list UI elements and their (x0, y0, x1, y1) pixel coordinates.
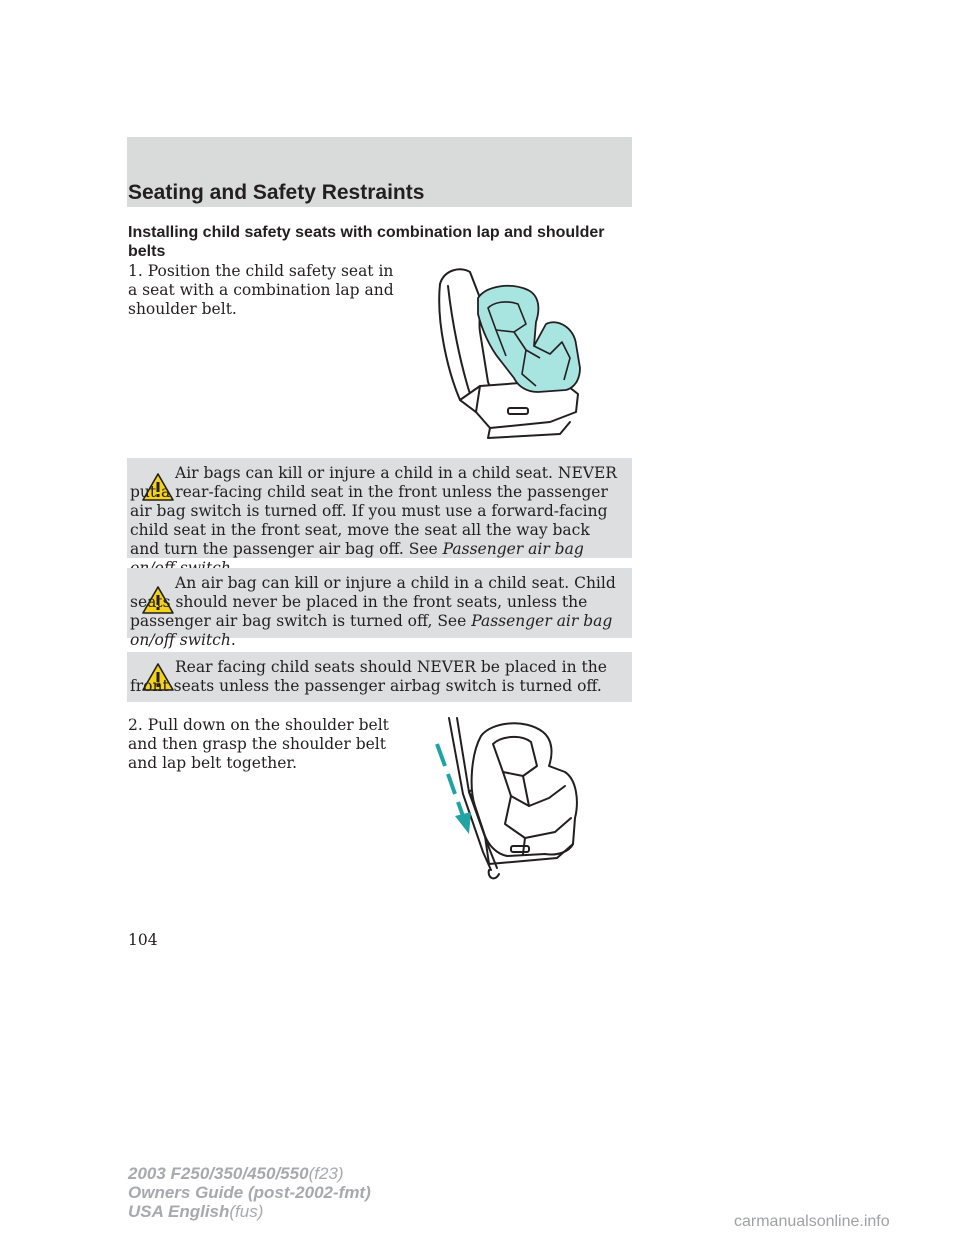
section-heading: Installing child safety seats with combination lap and shoulder belts (128, 224, 605, 260)
warning-text-3: Rear facing child seats should NEVER be placed in the front seats unless the passenger airbag switch is turned off. (130, 658, 607, 695)
step-2-text: 2. Pull down on the shoulder belt and then grasp the shoulder belt and lap belt together. (128, 716, 389, 772)
page-number: 104 (128, 931, 158, 949)
step-1-text: 1. Position the child safety seat in a seat with a combination lap and shoulder belt. (128, 262, 394, 318)
arrow-down-icon (455, 812, 471, 834)
warning-box-2 (127, 568, 632, 649)
document-footer: 2003 F250/350/450/550(f23) Owners Guide (post-2002-fmt) USA English(fus) (128, 1164, 371, 1221)
cross-reference-link[interactable]: Passenger air bag on/off switch (130, 612, 613, 649)
warning-text-1: Air bags can kill or injure a child in a child seat. NEVER put a rear-facing child seat in the front unless the passenger air bag switch is turned off. If you must use a forward-facing child seat in the front seat, move the seat all the way back and turn the passenger air bag off. See Passenger air bag (130, 464, 620, 578)
cross-reference-link[interactable]: Passenger air bag (442, 540, 584, 558)
shoulder-belt-illustration (425, 714, 585, 886)
watermark: carmanualsonline.info (734, 1213, 890, 1230)
warning-box-3 (127, 652, 632, 702)
warning-text-2: An air bag can kill or injure a child in a child seat. Child seats should never be placed in the front seats, unless the passenger air bag switch is turned off, See Passenger air bag on/off switch. (130, 574, 616, 649)
page-title: Seating and Safety Restraints (128, 181, 425, 204)
child-seat-illustration (430, 262, 600, 442)
warning-box-1 (127, 458, 632, 558)
